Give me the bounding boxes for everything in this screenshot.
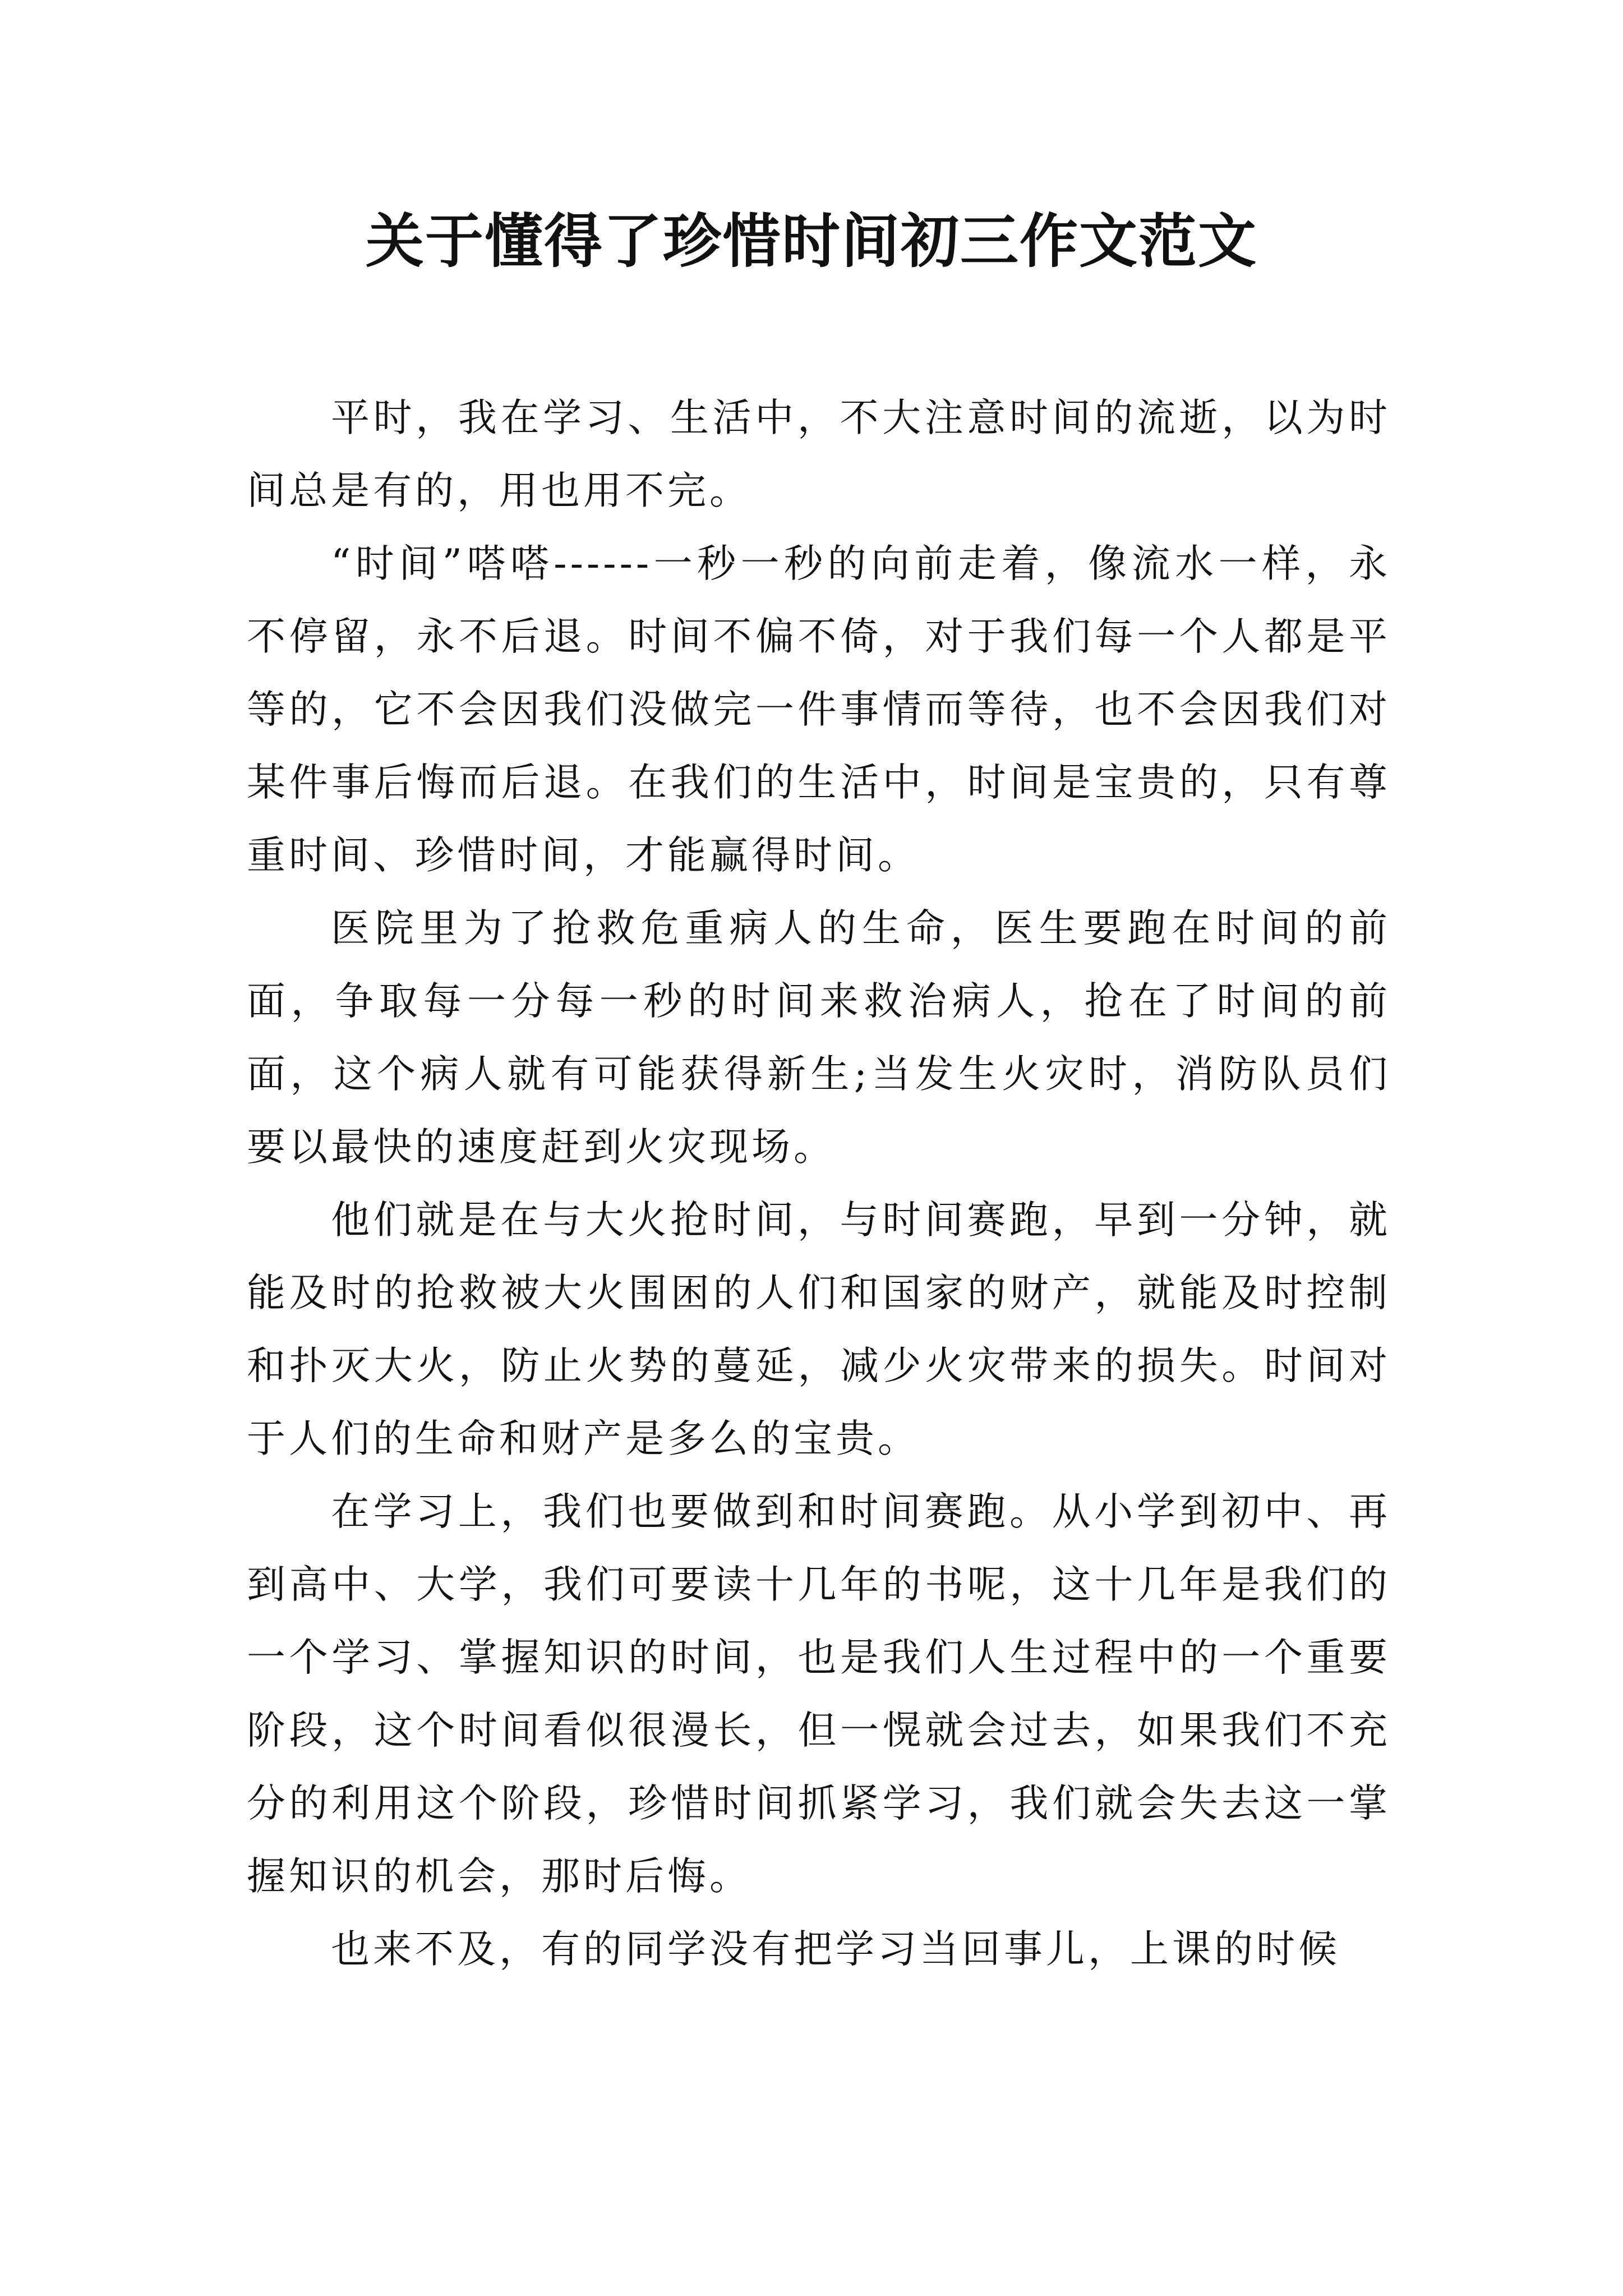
- paragraph-6: 也来不及，有的同学没有把学习当回事儿，上课的时候: [331, 1927, 1340, 1972]
- document-title: 关于懂得了珍惜时间初三作文范文: [365, 206, 1257, 275]
- paragraph-3: 医院里为了抢救危重病人的生命，医生要跑在时间的前面，争取每一分每一秒的时间来救治病人，抢在了时间的前面，这个病人就有可能获得新生;当发生火灾时，消防队员们要以最快的速度赶到火灾现场。: [247, 906, 1391, 1170]
- paragraph-1: 平时，我在学习、生活中，不大注意时间的流逝，以为时间总是有的，用也用不完。: [247, 395, 1391, 513]
- paragraph-2: “时间”嗒嗒------一秒一秒的向前走着，像流水一样，永不停留，永不后退。时间不偏不倚，对于我们每一个人都是平等的，它不会因我们没做完一件事情而等待，也不会因我们对某件事后悔而后退。在我们的生活中，时间是宝贵的，只有尊重时间、珍惜时间，才能赢得时间。: [247, 541, 1391, 878]
- paragraph-4: 他们就是在与大火抢时间，与时间赛跑，早到一分钟，就能及时的抢救被大火围困的人们和国家的财产，就能及时控制和扑灭大火，防止火势的蔓延，减少火灾带来的损失。时间对于人们的生命和财产是多么的宝贵。: [247, 1198, 1391, 1461]
- paragraph-5: 在学习上，我们也要做到和时间赛跑。从小学到初中、再到高中、大学，我们可要读十几年的书呢，这十几年是我们的一个学习、掌握知识的时间，也是我们人生过程中的一个重要阶段，这个时间看似很漫长，但一愰就会过去，如果我们不充分的利用这个阶段，珍惜时间抓紧学习，我们就会失去这一掌握知识的机会，那时后悔。: [247, 1489, 1391, 1899]
- document-body: [247, 381, 1391, 1986]
